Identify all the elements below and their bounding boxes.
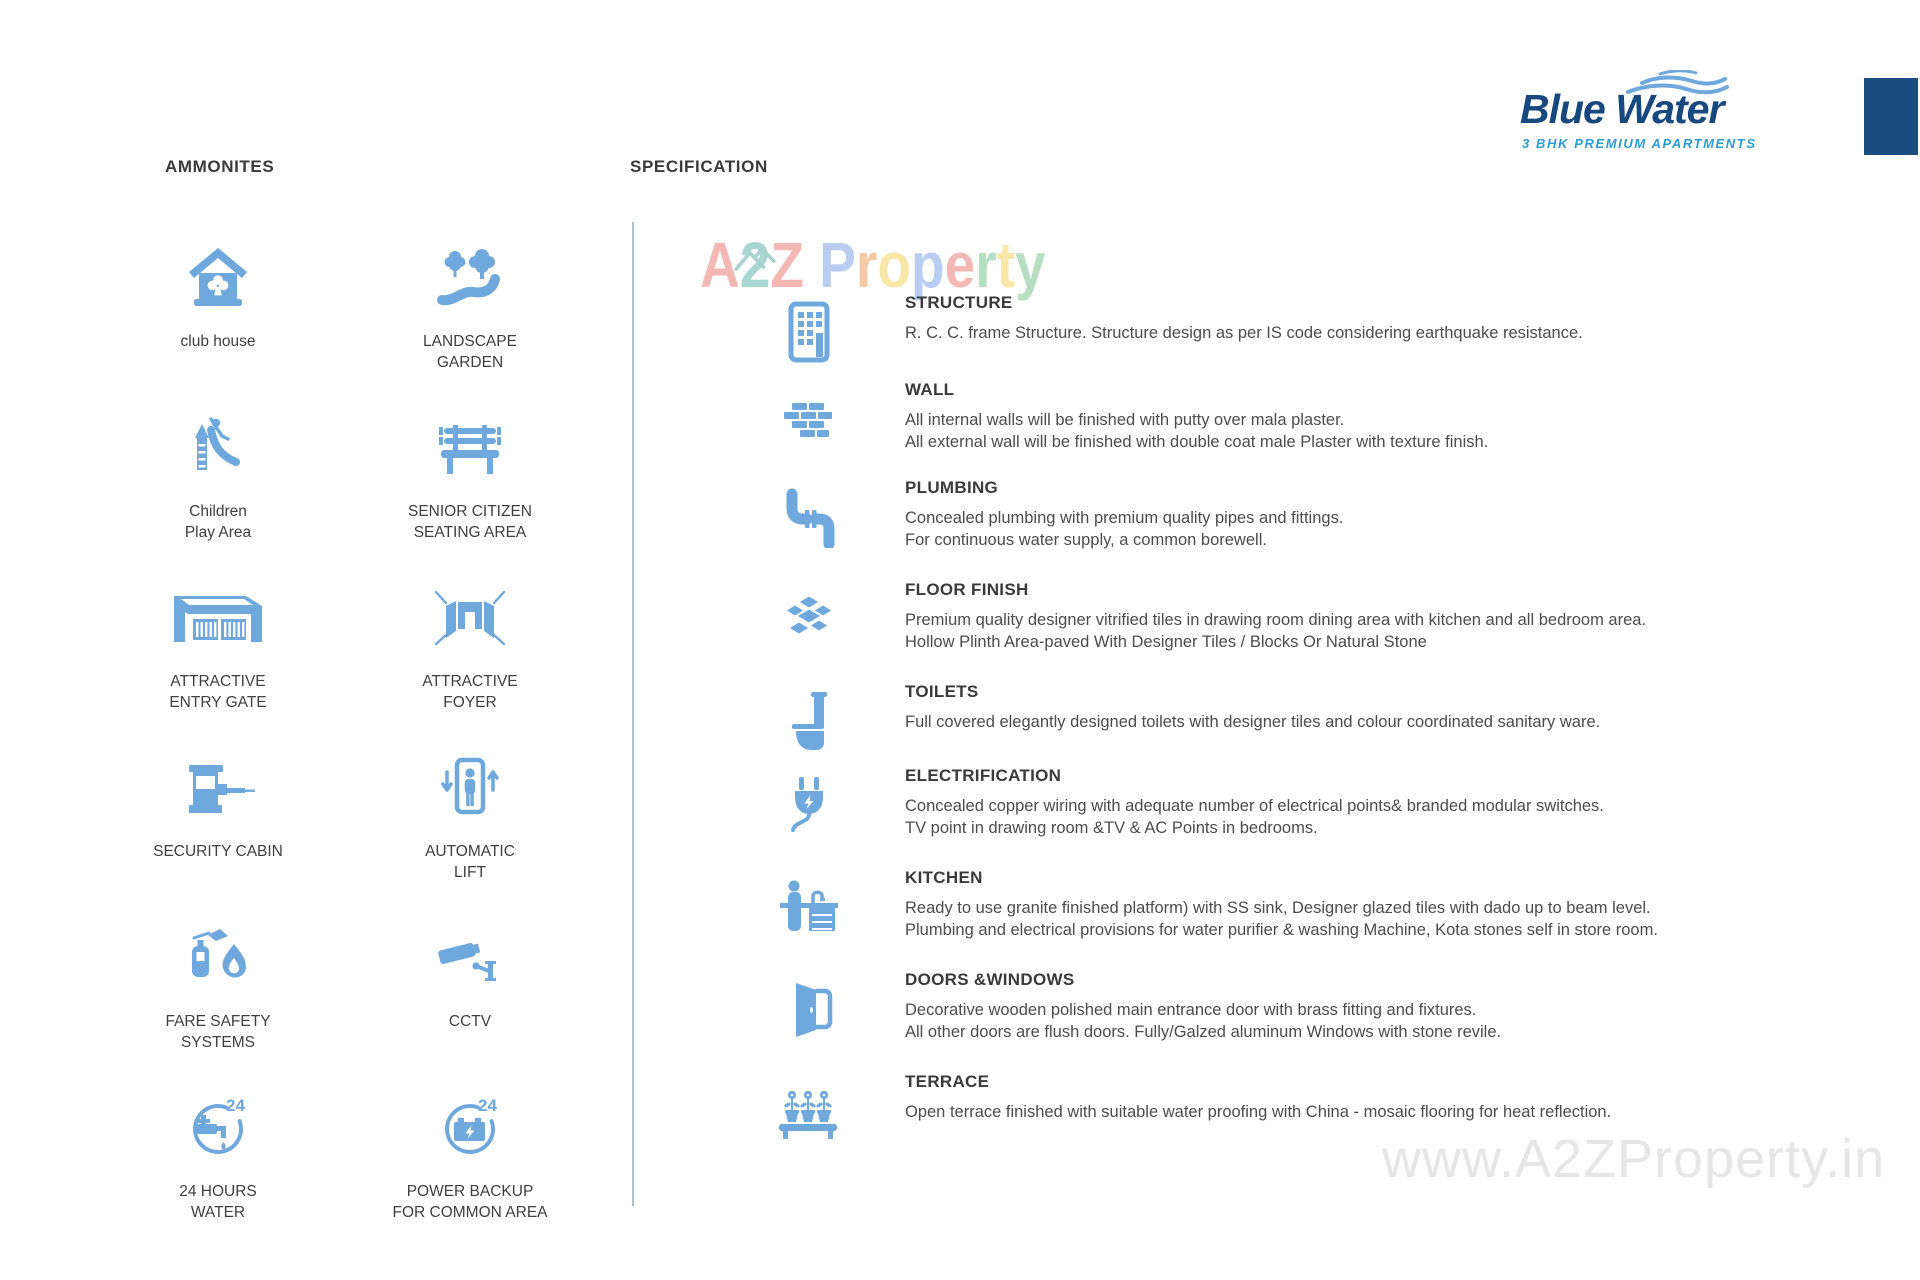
floor-tiles-icon [756, 576, 862, 662]
brand-name: Blue Water [1520, 86, 1724, 132]
landscape-garden-icon [435, 230, 505, 308]
amenity-label-line: LANDSCAPE [423, 333, 517, 350]
amenity-power-backup [370, 1080, 570, 1250]
open-door-icon [756, 966, 862, 1052]
spec-line: Open terrace finished with suitable water proofing with China - mosaic flooring for heat reflection. [905, 1103, 1612, 1121]
svg-text:24: 24 [478, 1096, 497, 1115]
amenity-label-line: GARDEN [436, 353, 504, 371]
amenity-label-line: ATTRACTIVE [422, 673, 518, 690]
spec-line: R. C. C. frame Structure. Structure design as per IS code considering earthquake resistance. [905, 324, 1583, 342]
amenity-foyer [370, 570, 570, 740]
amenity-label [181, 332, 256, 353]
spec-line: Hollow Plinth Area-paved With Designer Tiles / Blocks Or Natural Stone [905, 633, 1427, 652]
spec-line: Premium quality designer vitrified tiles in drawing room dining area with kitchen and all bedroom area. [905, 611, 1647, 629]
entry-gate-icon [168, 570, 268, 648]
spec-line: Concealed copper wiring with adequate number of electrical points& branded modular switches. [905, 797, 1604, 815]
center-watermark-text: A2Z Property [700, 229, 1046, 301]
spec-text [905, 580, 1760, 654]
amenity-label [408, 502, 532, 544]
amenity-label [165, 1012, 270, 1054]
spec-text [905, 766, 1760, 840]
brand-logo [1520, 70, 1770, 160]
amenity-label-line: SENIOR CITIZEN [407, 503, 532, 520]
amenity-children-play-area [118, 400, 318, 570]
spec-row-kitchen [740, 868, 1760, 942]
brand-tagline: 3 BHK PREMIUM APARTMENTS [1522, 136, 1757, 151]
amenity-label-line: FARE SAFETY [165, 1013, 271, 1030]
amenity-label-line: POWER BACKUP [406, 1183, 534, 1200]
spec-title: TOILETS [905, 682, 979, 701]
spec-title: ELECTRIFICATION [905, 766, 1062, 785]
amenity-senior-citizen-seating [370, 400, 570, 570]
spec-row-floor-finish [740, 580, 1760, 654]
amenity-label-line: LIFT [454, 863, 486, 881]
corner-navy-block [1864, 78, 1918, 155]
amenities-grid [118, 230, 570, 1250]
spec-line: Concealed plumbing with premium quality pipes and fittings. [905, 509, 1344, 527]
spec-row-doors-windows [740, 970, 1760, 1044]
amenity-label [185, 502, 251, 544]
amenity-security-cabin [118, 740, 318, 910]
spec-line: Plumbing and electrical provisions for water purifier & washing Machine, Kota stones self in store room. [905, 921, 1658, 940]
electric-plug-icon [756, 762, 862, 848]
amenity-label [423, 332, 517, 374]
amenity-label-line: ATTRACTIVE [170, 673, 266, 690]
amenity-24-hours-water [118, 1080, 318, 1250]
spec-row-electrification [740, 766, 1760, 840]
amenity-landscape-garden [370, 230, 570, 400]
fire-extinguisher-icon [182, 910, 254, 988]
bottom-watermark: www.A2ZProperty.in [1382, 1129, 1886, 1189]
automatic-lift-icon [438, 740, 502, 818]
spec-title: FLOOR FINISH [905, 580, 1029, 599]
amenity-label-line: CCTV [448, 1013, 492, 1030]
center-watermark [700, 228, 1046, 302]
wall-bricks-icon [756, 376, 862, 462]
amenity-label-line: Play Area [184, 523, 252, 541]
amenities-header: AMMONITES [165, 157, 275, 176]
spec-line: All external wall will be finished with double coat male Plaster with texture finish. [905, 433, 1489, 452]
spec-line: For continuous water supply, a common borewell. [905, 531, 1267, 550]
amenity-label [425, 842, 515, 884]
spec-line: All other doors are flush doors. Fully/Galzed aluminum Windows with stone revile. [905, 1023, 1502, 1042]
amenity-label [422, 672, 517, 714]
spec-text [905, 1072, 1760, 1123]
toilet-icon [756, 678, 862, 764]
amenity-label [169, 672, 266, 714]
spec-line: TV point in drawing room &TV & AC Points in bedrooms. [905, 819, 1318, 838]
security-cabin-icon [179, 740, 257, 818]
amenity-label-line: AUTOMATIC [425, 843, 515, 860]
spec-row-plumbing [740, 478, 1760, 552]
children-play-area-icon [183, 400, 253, 478]
vertical-divider [632, 222, 634, 1206]
amenity-label-line: 24 HOURS [179, 1183, 257, 1200]
amenity-automatic-lift [370, 740, 570, 910]
terrace-plants-icon [756, 1068, 862, 1154]
spec-row-wall [740, 380, 1760, 454]
amenity-label-line: Children [189, 503, 247, 520]
amenity-entry-gate [118, 570, 318, 740]
spec-title: STRUCTURE [905, 293, 1013, 312]
spec-text [905, 682, 1760, 733]
spec-line: All internal walls will be finished with putty over mala plaster. [905, 411, 1345, 429]
amenity-label-line: FOYER [443, 693, 497, 711]
amenity-club-house [118, 230, 318, 400]
amenity-label [153, 842, 283, 863]
spec-text [905, 380, 1760, 454]
club-house-icon [185, 230, 251, 308]
spec-row-toilets [740, 682, 1760, 733]
amenity-label-line: SEATING AREA [413, 523, 527, 541]
spec-title: TERRACE [905, 1072, 990, 1091]
watermark-roof-icon [734, 212, 777, 286]
structure-building-icon [756, 289, 862, 375]
svg-text:24: 24 [226, 1096, 245, 1115]
kitchen-sink-icon [756, 864, 862, 950]
amenity-label-line: WATER [190, 1203, 246, 1221]
spec-line: Full covered elegantly designed toilets with designer tiles and colour coordinated sanitary ware. [905, 713, 1601, 731]
spec-text [905, 970, 1760, 1044]
amenity-label [392, 1182, 547, 1224]
specification-header: SPECIFICATION [630, 157, 768, 176]
senior-seating-bench-icon [431, 400, 509, 478]
water-24-hours-icon [185, 1080, 251, 1158]
spec-line: Ready to use granite finished platform) with SS sink, Designer glazed tiles with dado up to beam level. [905, 899, 1651, 917]
amenity-label-line: FOR COMMON AREA [392, 1203, 548, 1221]
foyer-icon [432, 570, 508, 648]
spec-text [905, 478, 1760, 552]
amenity-label [449, 1012, 491, 1033]
spec-text [905, 868, 1760, 942]
spec-text [905, 293, 1760, 344]
spec-title: PLUMBING [905, 478, 999, 497]
amenity-label-line: club house [180, 333, 256, 350]
spec-title: WALL [905, 380, 955, 399]
amenity-fire-safety [118, 910, 318, 1080]
amenity-label-line: ENTRY GATE [169, 693, 267, 711]
spec-row-terrace [740, 1072, 1760, 1123]
spec-title: KITCHEN [905, 868, 983, 887]
plumbing-pipes-icon [756, 474, 862, 560]
power-backup-24-icon [437, 1080, 503, 1158]
spec-line: Decorative wooden polished main entrance door with brass fitting and fixtures. [905, 1001, 1477, 1019]
spec-row-structure [740, 293, 1760, 344]
cctv-camera-icon [435, 910, 505, 988]
spec-title: DOORS &WINDOWS [905, 970, 1075, 989]
amenity-label-line: SECURITY CABIN [153, 843, 283, 860]
amenity-label [179, 1182, 257, 1224]
amenity-label-line: SYSTEMS [180, 1033, 256, 1051]
amenity-cctv [370, 910, 570, 1080]
